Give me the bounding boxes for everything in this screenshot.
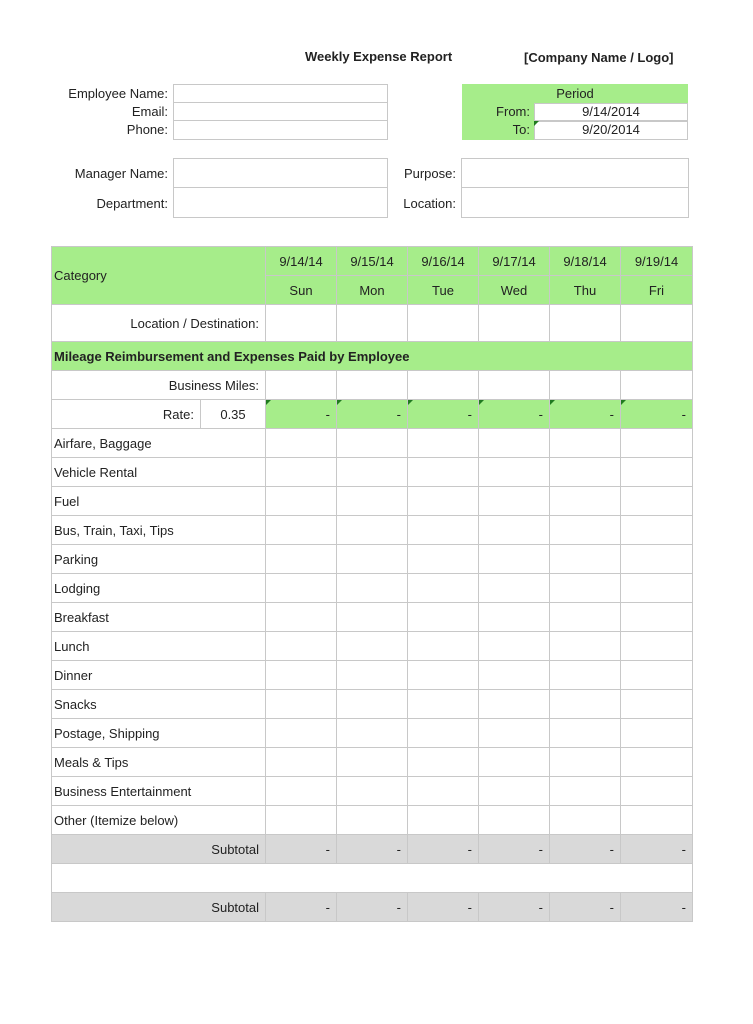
expense-amount-cell[interactable] [266,719,337,748]
expense-amount-cell[interactable] [550,574,621,603]
category-header: Category [52,247,266,305]
expense-amount-cell[interactable] [337,429,408,458]
expense-amount-cell[interactable] [550,748,621,777]
expense-amount-cell[interactable] [337,632,408,661]
expense-amount-cell[interactable] [408,632,479,661]
expense-amount-cell[interactable] [479,777,550,806]
miles-cell[interactable] [266,371,337,400]
subtotal-value: - [550,893,621,922]
company-logo-placeholder: [Company Name / Logo] [524,50,674,65]
expense-amount-cell[interactable] [266,458,337,487]
expense-amount-cell[interactable] [337,690,408,719]
subtotal-value: - [266,835,337,864]
report-title: Weekly Expense Report [305,49,453,64]
email-label: Email: [131,104,168,119]
subtotal-value: - [337,893,408,922]
expense-amount-cell[interactable] [337,545,408,574]
expense-category-row [52,748,693,777]
comment-marker-icon [550,400,555,405]
purpose-field[interactable] [461,158,689,188]
expense-amount-cell[interactable] [337,458,408,487]
employee-name-field[interactable] [173,84,388,103]
mileage-amount: - [337,400,408,429]
expense-amount-cell[interactable] [621,632,693,661]
subtotal-value: - [479,893,550,922]
expense-amount-cell[interactable] [550,777,621,806]
expense-amount-cell[interactable] [408,661,479,690]
employee-name-label: Employee Name: [68,86,168,101]
miles-cell[interactable] [550,371,621,400]
expense-amount-cell[interactable] [337,661,408,690]
expense-category-label: Meals & Tips [52,748,266,777]
expense-amount-cell[interactable] [266,545,337,574]
subtotal-value: - [479,835,550,864]
miles-cell[interactable] [408,371,479,400]
expense-amount-cell[interactable] [266,487,337,516]
expense-amount-cell[interactable] [408,458,479,487]
expense-category-label: Dinner [52,661,266,690]
date-header: 9/16/14 [408,247,479,276]
expense-amount-cell[interactable] [408,516,479,545]
expense-category-label: Parking [52,545,266,574]
business-miles-label: Business Miles: [52,371,266,400]
expense-amount-cell[interactable] [408,603,479,632]
expense-category-label: Vehicle Rental [52,458,266,487]
expense-amount-cell[interactable] [621,487,693,516]
expense-category-row [52,574,693,603]
comment-marker-icon [621,400,626,405]
expense-category-row [52,458,693,487]
expense-category-label: Postage, Shipping [52,719,266,748]
expense-amount-cell[interactable] [621,516,693,545]
mileage-amount: - [266,400,337,429]
expense-category-row [52,603,693,632]
expense-amount-cell[interactable] [621,748,693,777]
manager-name-field[interactable] [173,158,388,188]
subtotal-row [52,835,693,864]
date-header: 9/18/14 [550,247,621,276]
expense-category-row [52,777,693,806]
expense-category-label: Airfare, Baggage [52,429,266,458]
expense-amount-cell[interactable] [479,806,550,835]
expense-amount-cell[interactable] [479,429,550,458]
expense-amount-cell[interactable] [266,777,337,806]
miles-cell[interactable] [621,371,693,400]
expense-amount-cell[interactable] [621,458,693,487]
expense-category-label: Breakfast [52,603,266,632]
comment-marker-icon [266,400,271,405]
rate-row [52,400,693,429]
date-header: 9/19/14 [621,247,693,276]
expense-category-label: Business Entertainment [52,777,266,806]
comment-marker-icon [479,400,484,405]
miles-cell[interactable] [479,371,550,400]
expense-category-row [52,719,693,748]
expense-amount-cell[interactable] [550,632,621,661]
expense-category-label: Lunch [52,632,266,661]
section-title: Mileage Reimbursement and Expenses Paid by Employee [52,342,693,371]
location-cell[interactable] [408,305,479,342]
expense-amount-cell[interactable] [621,661,693,690]
day-header: Thu [550,276,621,305]
miles-cell[interactable] [337,371,408,400]
period-to-field[interactable]: 9/20/2014 [534,121,688,140]
spacer-row [52,864,693,893]
expense-amount-cell[interactable] [550,806,621,835]
expense-category-row [52,632,693,661]
expense-amount-cell[interactable] [408,429,479,458]
phone-field[interactable] [173,120,388,140]
expense-amount-cell[interactable] [337,748,408,777]
expense-amount-cell[interactable] [337,487,408,516]
location-cell[interactable] [621,305,693,342]
manager-name-label: Manager Name: [74,166,168,181]
expense-amount-cell[interactable] [266,632,337,661]
expense-amount-cell[interactable] [408,777,479,806]
expense-amount-cell[interactable] [621,545,693,574]
comment-marker-icon [408,400,413,405]
date-header: 9/14/14 [266,247,337,276]
location-cell[interactable] [550,305,621,342]
expense-amount-cell[interactable] [479,632,550,661]
category-rows [52,429,693,835]
expense-amount-cell[interactable] [479,603,550,632]
subtotal-value: - [408,835,479,864]
expense-amount-cell[interactable] [266,603,337,632]
expense-category-row [52,661,693,690]
subtotal-value: - [408,893,479,922]
expense-amount-cell[interactable] [337,777,408,806]
email-field[interactable] [173,102,388,121]
expense-category-label: Bus, Train, Taxi, Tips [52,516,266,545]
expense-amount-cell[interactable] [621,690,693,719]
expense-amount-cell[interactable] [408,690,479,719]
expense-amount-cell[interactable] [621,603,693,632]
expense-category-row [52,429,693,458]
expense-category-row [52,516,693,545]
rate-label: Rate: [52,400,201,429]
expense-amount-cell[interactable] [550,719,621,748]
expense-table [51,246,693,922]
day-header: Fri [621,276,693,305]
expense-amount-cell[interactable] [621,719,693,748]
day-header: Sun [266,276,337,305]
expense-amount-cell[interactable] [266,748,337,777]
location-label: Location: [403,196,456,211]
department-label: Department: [96,196,168,211]
expense-amount-cell[interactable] [337,516,408,545]
subtotal-value: - [550,835,621,864]
date-header-row [52,247,693,276]
expense-amount-cell[interactable] [408,748,479,777]
expense-amount-cell[interactable] [479,690,550,719]
expense-amount-cell[interactable] [550,516,621,545]
expense-amount-cell[interactable] [550,458,621,487]
comment-marker-icon [337,400,342,405]
day-header: Wed [479,276,550,305]
expense-amount-cell[interactable] [337,719,408,748]
expense-amount-cell[interactable] [621,429,693,458]
expense-amount-cell[interactable] [550,661,621,690]
period-from-field[interactable]: 9/14/2014 [534,103,688,121]
expense-amount-cell[interactable] [621,777,693,806]
period-from-label: From: [496,104,530,119]
expense-amount-cell[interactable] [479,661,550,690]
expense-amount-cell[interactable] [479,748,550,777]
expense-amount-cell[interactable] [266,806,337,835]
expense-amount-cell[interactable] [408,545,479,574]
expense-category-label: Snacks [52,690,266,719]
expense-amount-cell[interactable] [550,603,621,632]
subtotal-label: Subtotal [52,835,266,864]
expense-amount-cell[interactable] [266,429,337,458]
spacer-cell [52,864,693,893]
period-to-label: To: [512,122,530,137]
expense-amount-cell[interactable] [408,806,479,835]
location-cell[interactable] [266,305,337,342]
location-cell[interactable] [479,305,550,342]
expense-amount-cell[interactable] [266,516,337,545]
expense-amount-cell[interactable] [550,429,621,458]
mileage-amount: - [621,400,693,429]
expense-category-label: Lodging [52,574,266,603]
expense-amount-cell[interactable] [408,574,479,603]
expense-amount-cell[interactable] [337,603,408,632]
location-field[interactable] [461,187,689,218]
location-row [52,305,693,342]
expense-amount-cell[interactable] [479,574,550,603]
subtotal-value: - [621,835,693,864]
expense-amount-cell[interactable] [550,487,621,516]
expense-amount-cell[interactable] [337,574,408,603]
expense-category-row [52,690,693,719]
location-cell[interactable] [337,305,408,342]
day-header: Tue [408,276,479,305]
business-miles-row [52,371,693,400]
mileage-amount: - [408,400,479,429]
expense-amount-cell[interactable] [266,574,337,603]
expense-amount-cell[interactable] [621,806,693,835]
date-header: 9/17/14 [479,247,550,276]
department-field[interactable] [173,187,388,218]
expense-category-row [52,487,693,516]
expense-amount-cell[interactable] [337,806,408,835]
mileage-amount: - [550,400,621,429]
expense-category-label: Other (Itemize below) [52,806,266,835]
purpose-label: Purpose: [403,166,456,181]
expense-amount-cell[interactable] [479,719,550,748]
expense-amount-cell[interactable] [266,690,337,719]
subtotal-value: - [337,835,408,864]
expense-amount-cell[interactable] [408,487,479,516]
expense-amount-cell[interactable] [479,516,550,545]
expense-amount-cell[interactable] [479,487,550,516]
expense-amount-cell[interactable] [479,545,550,574]
expense-amount-cell[interactable] [621,574,693,603]
expense-amount-cell[interactable] [408,719,479,748]
expense-category-label: Fuel [52,487,266,516]
mileage-amount: - [479,400,550,429]
expense-amount-cell[interactable] [550,545,621,574]
rate-input[interactable]: 0.35 [201,400,266,429]
expense-amount-cell[interactable] [479,458,550,487]
section-header-row [52,342,693,371]
subtotal-row [52,893,693,922]
subtotal-value: - [266,893,337,922]
expense-category-row [52,545,693,574]
period-heading: Period [556,86,594,101]
location-destination-label: Location / Destination: [52,305,266,342]
subtotal-label: Subtotal [52,893,266,922]
expense-category-row [52,806,693,835]
phone-label: Phone: [126,122,168,137]
comment-marker-icon [534,121,539,126]
expense-amount-cell[interactable] [550,690,621,719]
subtotal-value: - [621,893,693,922]
expense-amount-cell[interactable] [266,661,337,690]
day-header: Mon [337,276,408,305]
date-header: 9/15/14 [337,247,408,276]
